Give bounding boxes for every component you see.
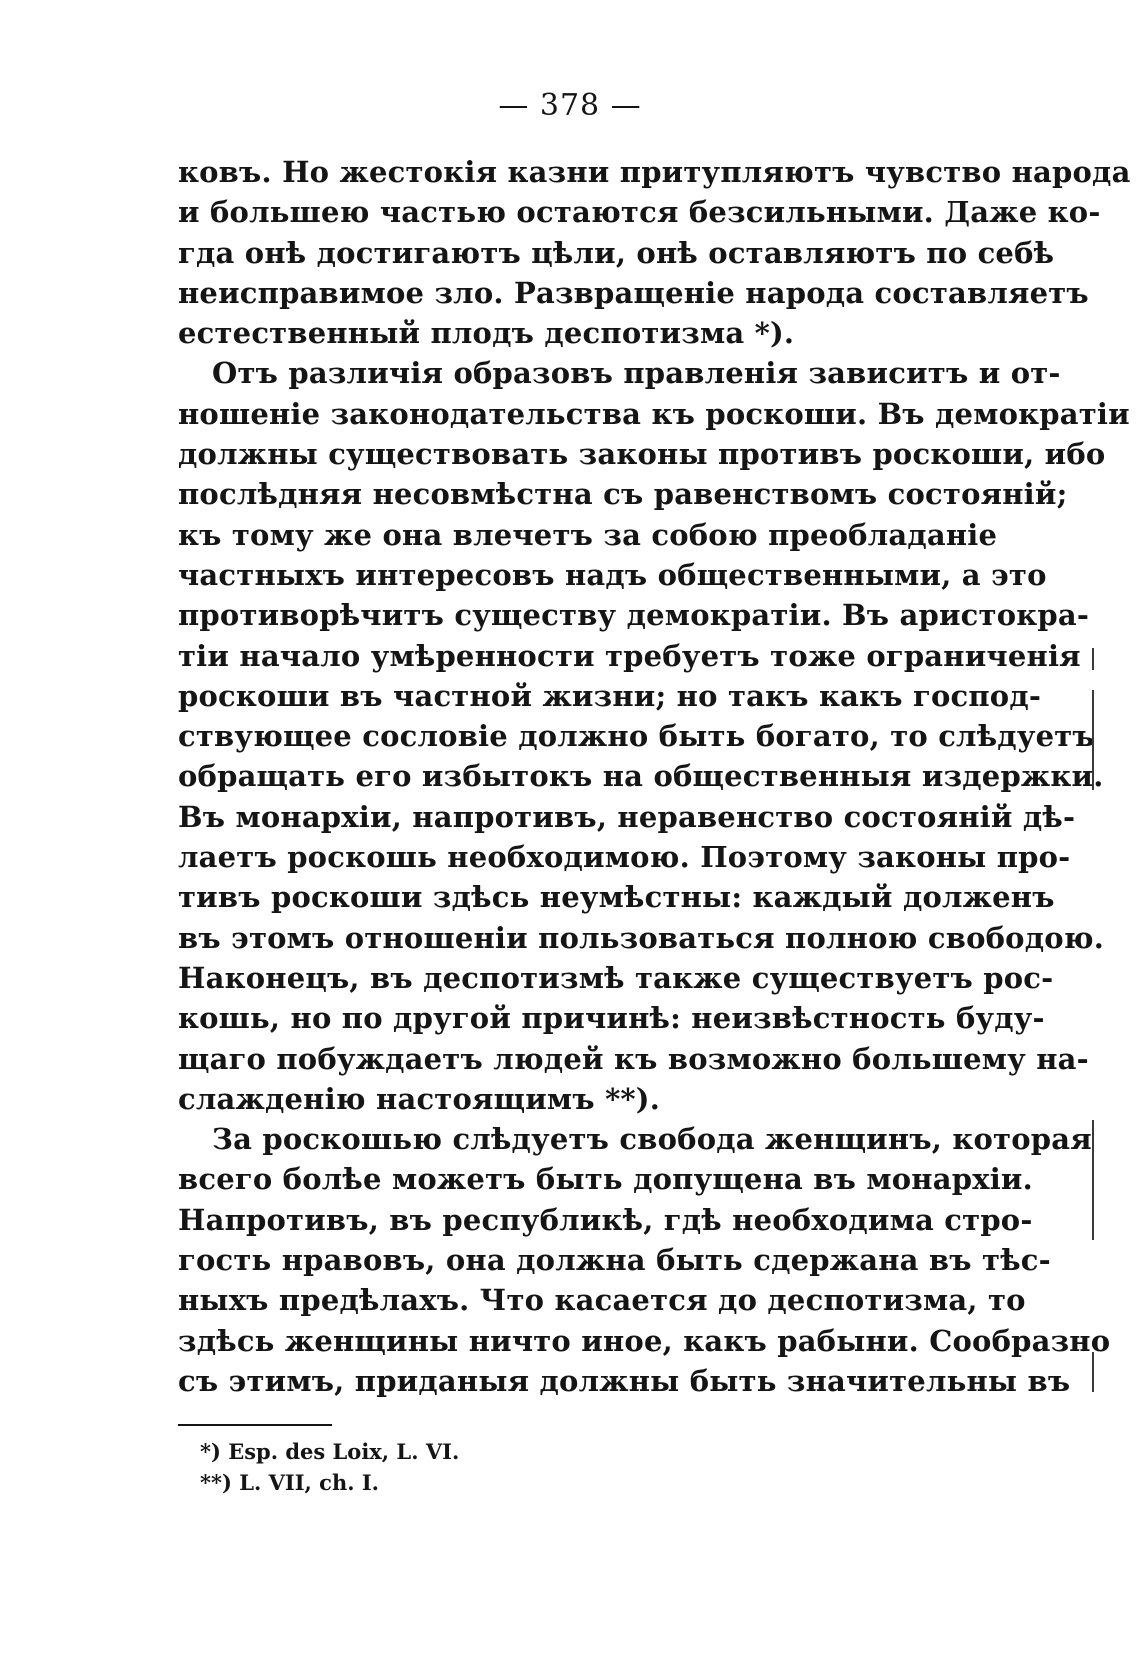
text-line: противорѣчитъ существу демократіи. Въ аристокра-	[178, 598, 1090, 633]
text-line: ныхъ предѣлахъ. Что касается до деспотизма, то	[178, 1283, 1026, 1318]
text-line: въ этомъ отношеніи пользоваться полною свободою.	[178, 920, 1105, 955]
text-line: гость нравовъ, она должна быть сдержана въ тѣс-	[178, 1243, 1051, 1278]
scan-artifact	[1092, 1352, 1094, 1392]
text-line: всего болѣе можетъ быть допущена въ монархіи.	[178, 1162, 1033, 1197]
scan-artifact	[1092, 648, 1094, 670]
text-line: ковъ. Но жестокія казни притупляютъ чувство народа	[178, 155, 1131, 189]
footnotes	[200, 1436, 459, 1498]
text-line: послѣдняя несовмѣстна съ равенствомъ состояній;	[178, 477, 1068, 512]
paragraph	[178, 152, 1131, 353]
text-line: съ этимъ, приданыя должны быть значительны въ	[178, 1363, 1071, 1398]
text-line: слажденію настоящимъ **).	[178, 1081, 661, 1116]
text-line: здѣсь женщины ничто иное, какъ рабыни. Сообразно	[178, 1323, 1111, 1358]
text-line: частныхъ интересовъ надъ общественными, а это	[178, 557, 1047, 592]
text-line: ношеніе законодательства къ роскоши. Въ демократіи	[178, 396, 1130, 431]
text-line: лаетъ роскошь необходимою. Поэтому законы про-	[178, 840, 1071, 875]
body-text	[178, 152, 1131, 1401]
text-line: естественный плодъ деспотизма *).	[178, 316, 795, 351]
text-line: Наконецъ, въ деспотизмѣ также существуетъ рос-	[178, 960, 1054, 995]
footnote: **) L. VII, ch. I.	[200, 1470, 379, 1495]
text-line: кошь, но по другой причинѣ: неизвѣстность буду-	[178, 1001, 1045, 1036]
text-line: тіи начало умѣренности требуетъ тоже ограниченія	[178, 638, 1081, 673]
scan-artifact	[1092, 690, 1094, 790]
text-line: тивъ роскоши здѣсь неумѣстны: каждый долженъ	[178, 880, 1055, 915]
footnote-divider	[178, 1424, 332, 1426]
text-line: и большею частью остаются безсильными. Даже ко-	[178, 195, 1101, 230]
text-line: За роскошью слѣдуетъ свобода женщинъ, которая	[212, 1122, 1092, 1157]
text-line: Напротивъ, въ республикѣ, гдѣ необходима стро-	[178, 1202, 1033, 1237]
text-line: ствующее сословіе должно быть богато, то слѣдуетъ	[178, 719, 1095, 754]
text-line: гда онѣ достигаютъ цѣли, онѣ оставляютъ по себѣ	[178, 235, 1055, 270]
text-line: Отъ различія образовъ правленія зависитъ и от-	[212, 356, 1061, 391]
text-line: къ тому же она влечетъ за собою преобладаніе	[178, 517, 998, 552]
text-line: роскоши въ частной жизни; но такъ какъ господ-	[178, 678, 1042, 713]
text-line: должны существовать законы противъ роскоши, ибо	[178, 437, 1106, 472]
text-line: щаго побуждаетъ людей къ возможно большему на-	[178, 1041, 1089, 1076]
text-line: обращать его избытокъ на общественныя издержки.	[178, 759, 1104, 794]
scan-artifact	[1092, 1120, 1094, 1240]
paragraph	[178, 353, 1130, 1119]
footnote: *) Esp. des Loix, L. VI.	[200, 1439, 460, 1464]
paragraph	[178, 1119, 1111, 1401]
page-number: — 378 —	[498, 88, 642, 123]
text-line: Въ монархіи, напротивъ, неравенство состояній дѣ-	[178, 799, 1076, 834]
text-line: неисправимое зло. Развращеніе народа составляетъ	[178, 275, 1089, 310]
